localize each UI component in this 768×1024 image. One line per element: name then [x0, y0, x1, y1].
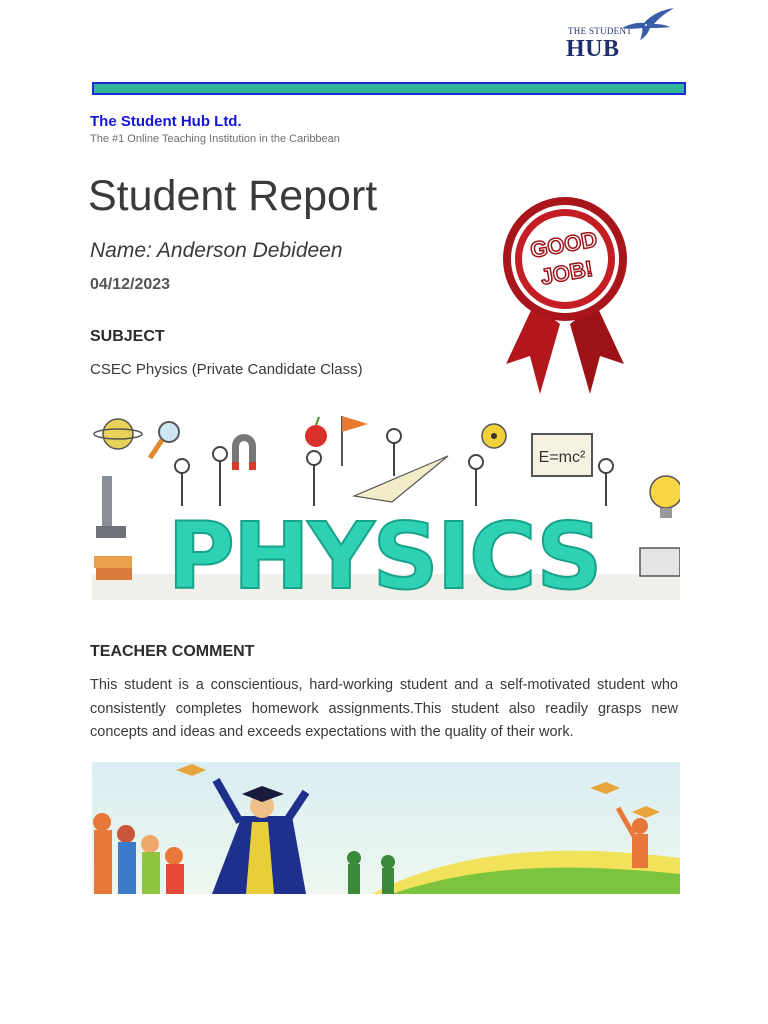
company-tagline: The #1 Online Teaching Institution in the Caribbean: [90, 133, 340, 145]
teacher-comment-heading: TEACHER COMMENT: [90, 643, 255, 660]
page-title: Student Report: [88, 172, 378, 220]
physics-banner-image: [92, 406, 680, 600]
good-job-badge: [494, 196, 636, 398]
subject-value: CSEC Physics (Private Candidate Class): [90, 361, 363, 378]
graduation-banner-image: [92, 762, 680, 894]
teacher-comment-text: This student is a conscientious, hard-working student and a self-motivated student who consistently completes homework assignments.This student also readily grasps new concepts and ideas and exceeds expectations with the quality of their work.: [90, 677, 678, 740]
physics-word: PHYSICS: [167, 503, 601, 600]
formula-text: E=mc²: [538, 449, 586, 466]
hummingbird-icon: [620, 6, 676, 42]
badge-line2: JOB!: [538, 255, 595, 290]
planet-icon: [103, 419, 133, 449]
apple-icon: [305, 425, 327, 447]
subject-heading: SUBJECT: [90, 328, 165, 345]
meter-device: [640, 548, 680, 576]
badge-line1: GOOD: [528, 226, 599, 263]
logo-line1: THE STUDENT: [568, 26, 633, 36]
lightbulb-icon: [650, 476, 680, 508]
header-divider-bar: [92, 82, 686, 95]
report-date: 04/12/2023: [90, 276, 171, 293]
company-name: The Student Hub Ltd.: [90, 113, 242, 130]
microscope-icon: [102, 476, 112, 526]
magnifier-icon: [159, 422, 179, 442]
books: [94, 556, 132, 568]
company-logo: [560, 6, 676, 66]
logo-line2: HUB: [566, 36, 620, 62]
student-name: Name: Anderson Debideen: [90, 239, 343, 262]
